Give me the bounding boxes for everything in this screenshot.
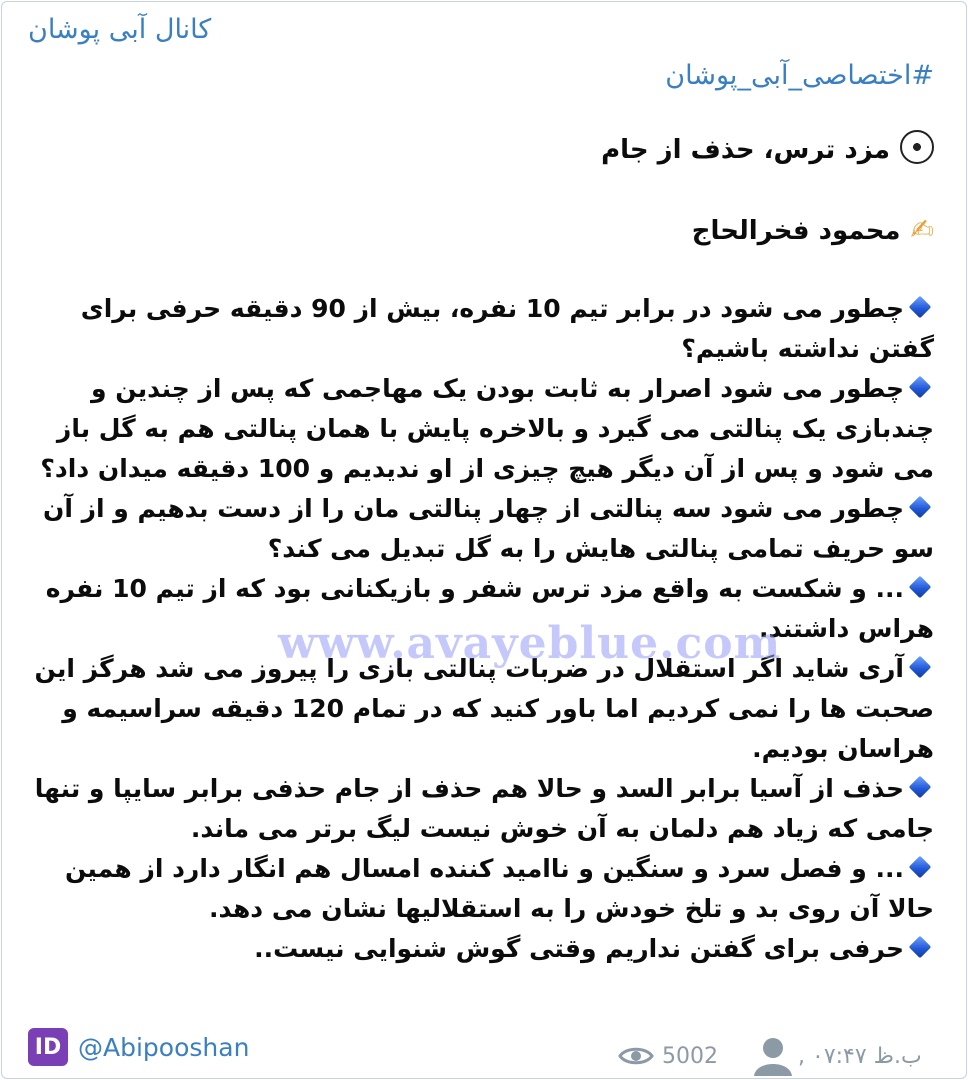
blue-diamond-icon: [909, 856, 932, 879]
channel-name[interactable]: کانال آبی پوشان: [28, 14, 212, 45]
post-time: ب.ظ ۰۷:۴۷ ,: [798, 1043, 922, 1069]
soccer-ball-icon: [900, 130, 934, 164]
blue-diamond-icon: [909, 936, 932, 959]
headline-text: مزد ترس، حذف از جام: [601, 135, 890, 165]
list-item: [22, 289, 934, 369]
view-count: 5002: [662, 1043, 718, 1069]
list-item: [22, 849, 934, 929]
blue-diamond-icon: [909, 496, 932, 519]
eye-icon: [618, 1045, 654, 1067]
channel-handle[interactable]: [28, 1028, 249, 1066]
watermark-site: www.avayeblue.com: [278, 618, 782, 669]
user-silhouette-icon: [752, 1036, 794, 1076]
paragraph-text: چطور می شود اصرار به ثابت بودن یک مهاجمی که پس از چندین و چندبازی یک پنالتی می گیرد و بالاخره پایش با همان پنالتی هم به گل باز می شود و پس از آن دیگر هیچ چیزی از او ندیدیم و 100 دقیقه میدان داد؟: [40, 374, 934, 483]
paragraph-text: حرفی برای گفتن نداریم وقتی گوش شنوایی نیست..: [254, 934, 904, 963]
list-item: [22, 769, 934, 849]
paragraph-text: ... و فصل سرد و سنگین و ناامید کننده امسال هم انگار دارد از همین حالا آن روی بد و تلخ خودش را به استقلالیها نشان می دهد.: [64, 854, 934, 923]
post-headline: [22, 130, 934, 170]
author-name: محمود فخرالحاج: [691, 216, 901, 246]
list-item: [22, 489, 934, 569]
message-meta: [618, 1036, 922, 1076]
blue-diamond-icon: [909, 296, 932, 319]
paragraph-text: آری شاید اگر استقلال در ضربات پنالتی بازی را پیروز می شد هرگز این صحبت ها را نمی کردیم اما باور کنید که در تمام 120 دقیقه سراسیمه و هراسان بودیم.: [34, 654, 934, 763]
list-item: [22, 369, 934, 489]
blue-diamond-icon: [909, 576, 932, 599]
id-badge-icon: ID: [28, 1028, 68, 1066]
post-content: [22, 52, 934, 969]
blue-diamond-icon: [909, 776, 932, 799]
hashtag-link[interactable]: #اختصاصی_آبی_پوشان: [665, 60, 934, 91]
blue-diamond-icon: [909, 376, 932, 399]
list-item: [22, 929, 934, 969]
paragraph-text: چطور می شود سه پنالتی از چهار پنالتی مان را از دست بدهیم و از آن سو حریف تمامی پنالتی هایش را به گل تبدیل می کند؟: [43, 494, 934, 563]
writing-hand-icon: ✍: [910, 213, 934, 246]
blue-diamond-icon: [909, 656, 932, 679]
paragraph-text: ... و شکست به واقع مزد ترس شفر و بازیکنانی بود که از تیم 10 نفره هراس داشتند.: [45, 574, 934, 643]
post-author: [22, 210, 934, 251]
handle-link[interactable]: @Abipooshan: [78, 1032, 250, 1062]
paragraph-text: حذف از آسیا برابر السد و حالا هم حذف از جام حذفی برابر سایپا و تنها جامی که زیاد هم دلمان به آن خوش نیست لیگ برتر می ماند.: [34, 774, 934, 843]
paragraph-text: چطور می شود در برابر تیم 10 نفره، بیش از 90 دقیقه حرفی برای گفتن نداشته باشیم؟: [80, 294, 934, 363]
